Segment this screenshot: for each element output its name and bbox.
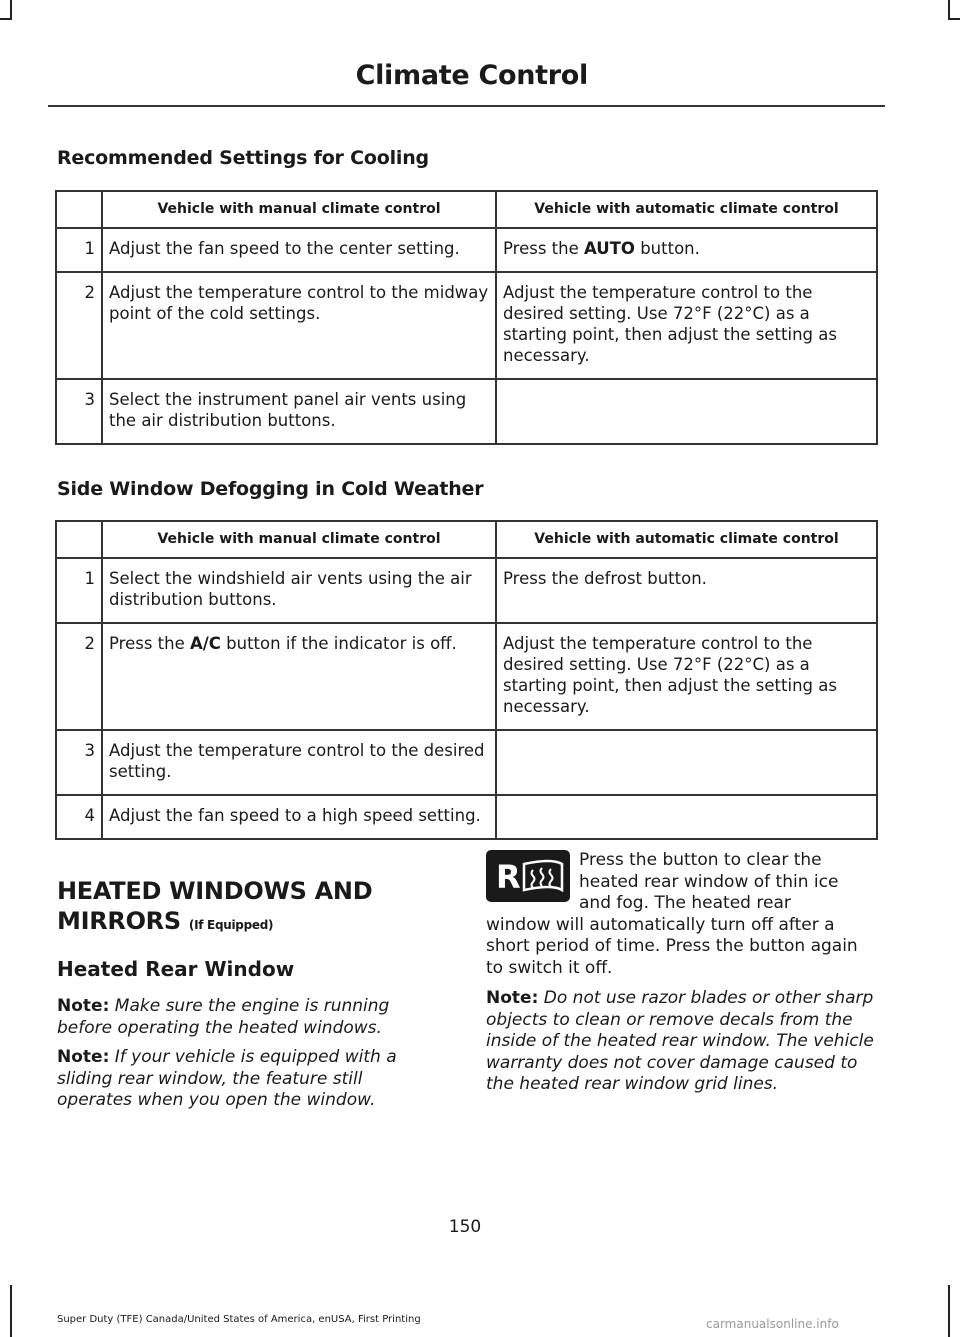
note-text: Do not use razor blades or other sharp objects to clean or remove decals from the inside of the heated rear window. The vehicle warranty does not cover damage caused to the heated rear window grid lines. xyxy=(486,988,874,1094)
auto-step xyxy=(496,795,877,839)
note-text: Make sure the engine is running before operating the heated windows. xyxy=(57,996,390,1038)
table-header-manual: Vehicle with manual climate control xyxy=(102,521,496,558)
auto-step: Adjust the temperature control to the desired setting. Use 72°F (22°C) as a starting point, then adjust the setting as necessary. xyxy=(496,272,877,379)
table-header-row xyxy=(56,521,877,558)
auto-step-text: Press the xyxy=(503,239,584,258)
auto-step-text: button. xyxy=(634,239,700,258)
table-row xyxy=(56,379,877,444)
manual-step: Select the instrument panel air vents using the air distribution buttons. xyxy=(102,379,496,444)
auto-button-label: AUTO xyxy=(584,239,635,258)
defogging-section-title: Side Window Defogging in Cold Weather xyxy=(57,478,484,500)
defrost-description-line-2: heated rear window of thin ice xyxy=(579,871,839,892)
crop-mark xyxy=(948,18,960,20)
row-number: 3 xyxy=(56,379,102,444)
manual-step: Adjust the fan speed to the center setting. xyxy=(102,228,496,272)
manual-step: Adjust the temperature control to the midway point of the cold settings. xyxy=(102,272,496,379)
page-number: 150 xyxy=(448,1217,482,1237)
watermark: carmanualsonline.info xyxy=(706,1317,839,1331)
table-row xyxy=(56,623,877,730)
manual-step-text: Press the xyxy=(109,634,190,653)
heading-text: MIRRORS xyxy=(57,907,181,935)
rear-defrost-letter: R xyxy=(496,858,521,896)
auto-step xyxy=(496,379,877,444)
auto-step: Press the defrost button. xyxy=(496,558,877,623)
manual-step: Select the windshield air vents using the air distribution buttons. xyxy=(102,558,496,623)
note-engine-running xyxy=(57,996,427,1039)
note-label: Note: xyxy=(57,996,110,1016)
row-number: 3 xyxy=(56,730,102,795)
note-sliding-window xyxy=(57,1047,427,1112)
note-label: Note: xyxy=(57,1047,110,1067)
table-header-cell xyxy=(56,191,102,228)
cooling-settings-table xyxy=(55,190,878,445)
table-header-auto: Vehicle with automatic climate control xyxy=(496,191,877,228)
defrost-description-line-3: and fog. The heated rear xyxy=(579,893,791,913)
crop-mark xyxy=(10,1285,12,1337)
heated-mirrors-heading xyxy=(57,907,273,935)
table-header-cell xyxy=(56,521,102,558)
manual-step: Adjust the temperature control to the desired setting. xyxy=(102,730,496,795)
row-number: 1 xyxy=(56,558,102,623)
footer-text: Super Duty (TFE) Canada/United States of America, enUSA, First Printing xyxy=(57,1314,421,1325)
heated-windows-heading: HEATED WINDOWS AND xyxy=(57,877,373,905)
manual-step: Adjust the fan speed to a high speed setting. xyxy=(102,795,496,839)
header-divider xyxy=(48,105,885,107)
rear-defrost-glyph xyxy=(486,850,570,902)
table-header-manual: Vehicle with manual climate control xyxy=(102,191,496,228)
heated-rear-window-subheading: Heated Rear Window xyxy=(57,957,295,981)
defogging-settings-table xyxy=(55,520,878,840)
table-row xyxy=(56,272,877,379)
note-label: Note: xyxy=(486,988,539,1008)
row-number: 1 xyxy=(56,228,102,272)
table-row xyxy=(56,558,877,623)
note-razor-blades xyxy=(486,988,880,1096)
if-equipped-tag: (If Equipped) xyxy=(188,918,274,932)
row-number: 2 xyxy=(56,623,102,730)
table-header-auto: Vehicle with automatic climate control xyxy=(496,521,877,558)
cooling-section-title: Recommended Settings for Cooling xyxy=(57,147,429,169)
crop-mark xyxy=(10,0,12,20)
row-number: 2 xyxy=(56,272,102,379)
row-number: 4 xyxy=(56,795,102,839)
defrost-description-line-1: Press the button to clear the xyxy=(579,850,822,870)
table-row xyxy=(56,795,877,839)
auto-step xyxy=(496,730,877,795)
auto-step: Adjust the temperature control to the desired setting. Use 72°F (22°C) as a starting point, then adjust the setting as necessary. xyxy=(496,623,877,730)
note-text: If your vehicle is equipped with a sliding rear window, the feature still operates when you open the window. xyxy=(57,1047,397,1110)
table-row xyxy=(56,730,877,795)
ac-button-label: A/C xyxy=(190,634,221,653)
crop-mark xyxy=(948,0,950,20)
crop-mark xyxy=(948,1285,950,1337)
defrost-description-rest: window will automatically turn off after a short period of time. Press the button again to switch it off. xyxy=(486,914,858,978)
table-header-row xyxy=(56,191,877,228)
rear-defrost-icon xyxy=(486,850,570,902)
manual-step-text: button if the indicator is off. xyxy=(220,634,457,653)
auto-step xyxy=(496,228,877,272)
page-header-title: Climate Control xyxy=(355,60,588,91)
crop-mark xyxy=(0,18,12,20)
table-row xyxy=(56,228,877,272)
manual-step xyxy=(102,623,496,730)
